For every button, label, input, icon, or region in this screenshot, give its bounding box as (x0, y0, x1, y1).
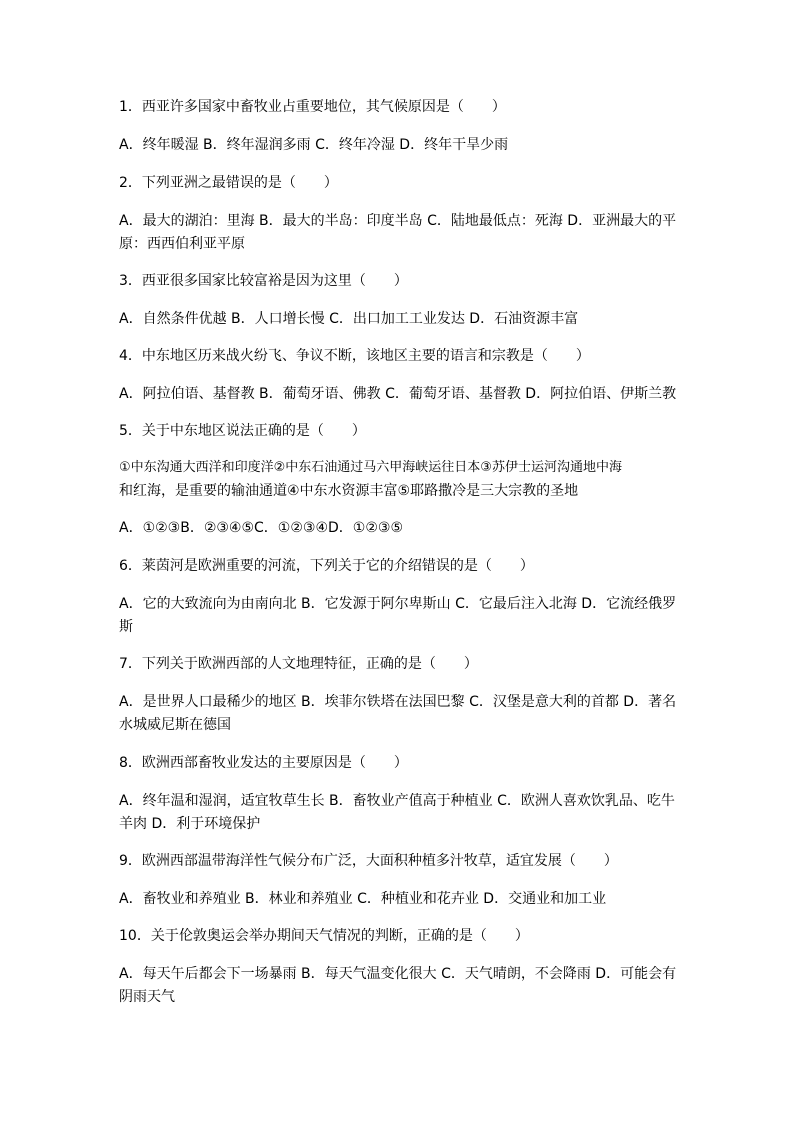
question-7-stem: 7．下列关于欧洲西部的人文地理特征，正确的是（ ） (119, 656, 478, 672)
question-6-stem: 6．莱茵河是欧洲重要的河流，下列关于它的介绍错误的是（ ） (119, 558, 534, 574)
question-9-stem: 9．欧洲西部温带海洋性气候分布广泛，大面积种植多汁牧草，适宜发展（ ） (119, 853, 618, 869)
question-9-options: A．畜牧业和养殖业 B．林业和养殖业 C．种植业和花卉业 D．交通业和加工业 (119, 891, 607, 907)
question-8-stem: 8．欧洲西部畜牧业发达的主要原因是（ ） (119, 755, 408, 771)
question-3-stem: 3．西亚很多国家比较富裕是因为这里（ ） (119, 273, 408, 289)
question-7-options: A．是世界人口最稀少的地区 B．埃菲尔铁塔在法国巴黎 C．汉堡是意大利的首都 D．著名 (119, 694, 677, 710)
question-10-options: A．每天午后都会下一场暴雨 B．每天气温变化很大 C．天气晴朗，不会降雨 D．可能会有 (119, 966, 677, 982)
question-4-stem: 4．中东地区历来战火纷飞、争议不断，该地区主要的语言和宗教是（ ） (119, 348, 590, 364)
question-2-options: A．最大的湖泊：里海 B．最大的半岛：印度半岛 C．陆地最低点：死海 D．亚洲最大的平 (119, 213, 677, 229)
question-1-stem: 1．西亚许多国家中畜牧业占重要地位，其气候原因是（ ） (119, 99, 506, 115)
question-6-options-cont: 斯 (119, 619, 133, 635)
question-10-stem: 10．关于伦敦奥运会举办期间天气情况的判断，正确的是（ ） (119, 928, 529, 944)
question-8-options-cont: 羊肉 D．利于环境保护 (119, 816, 261, 832)
question-2-options-cont: 原：西西伯利亚平原 (119, 236, 245, 252)
question-5-statements-cont: 和红海，是重要的输油通道④中东水资源丰富⑤耶路撒冷是三大宗教的圣地 (119, 483, 579, 499)
question-5-options: A．①②③B．②③④⑤C．①②③④D．①②③⑤ (119, 520, 403, 536)
question-7-options-cont: 水城威尼斯在德国 (119, 717, 231, 733)
question-10-options-cont: 阴雨天气 (119, 989, 175, 1005)
question-6-options: A．它的大致流向为由南向北 B．它发源于阿尔卑斯山 C．它最后注入北海 D．它流经俄罗 (119, 596, 677, 612)
question-1-options: A．终年暖湿 B．终年湿润多雨 C．终年冷湿 D．终年干旱少雨 (119, 137, 509, 153)
question-3-options: A．自然条件优越 B．人口增长慢 C．出口加工工业发达 D．石油资源丰富 (119, 311, 579, 327)
question-8-options: A．终年温和湿润，适宜牧草生长 B．畜牧业产值高于种植业 C．欧洲人喜欢饮乳品、吃牛 (119, 793, 675, 809)
question-2-stem: 2．下列亚洲之最错误的是（ ） (119, 175, 338, 191)
question-4-options: A．阿拉伯语、基督教 B．葡萄牙语、佛教 C．葡萄牙语、基督教 D．阿拉伯语、伊斯兰教 (119, 386, 677, 402)
question-5-stem: 5．关于中东地区说法正确的是（ ） (119, 423, 366, 439)
question-5-statements: ①中东沟通大西洋和印度洋②中东石油通过马六甲海峡运往日本③苏伊士运河沟通地中海 (119, 460, 622, 475)
